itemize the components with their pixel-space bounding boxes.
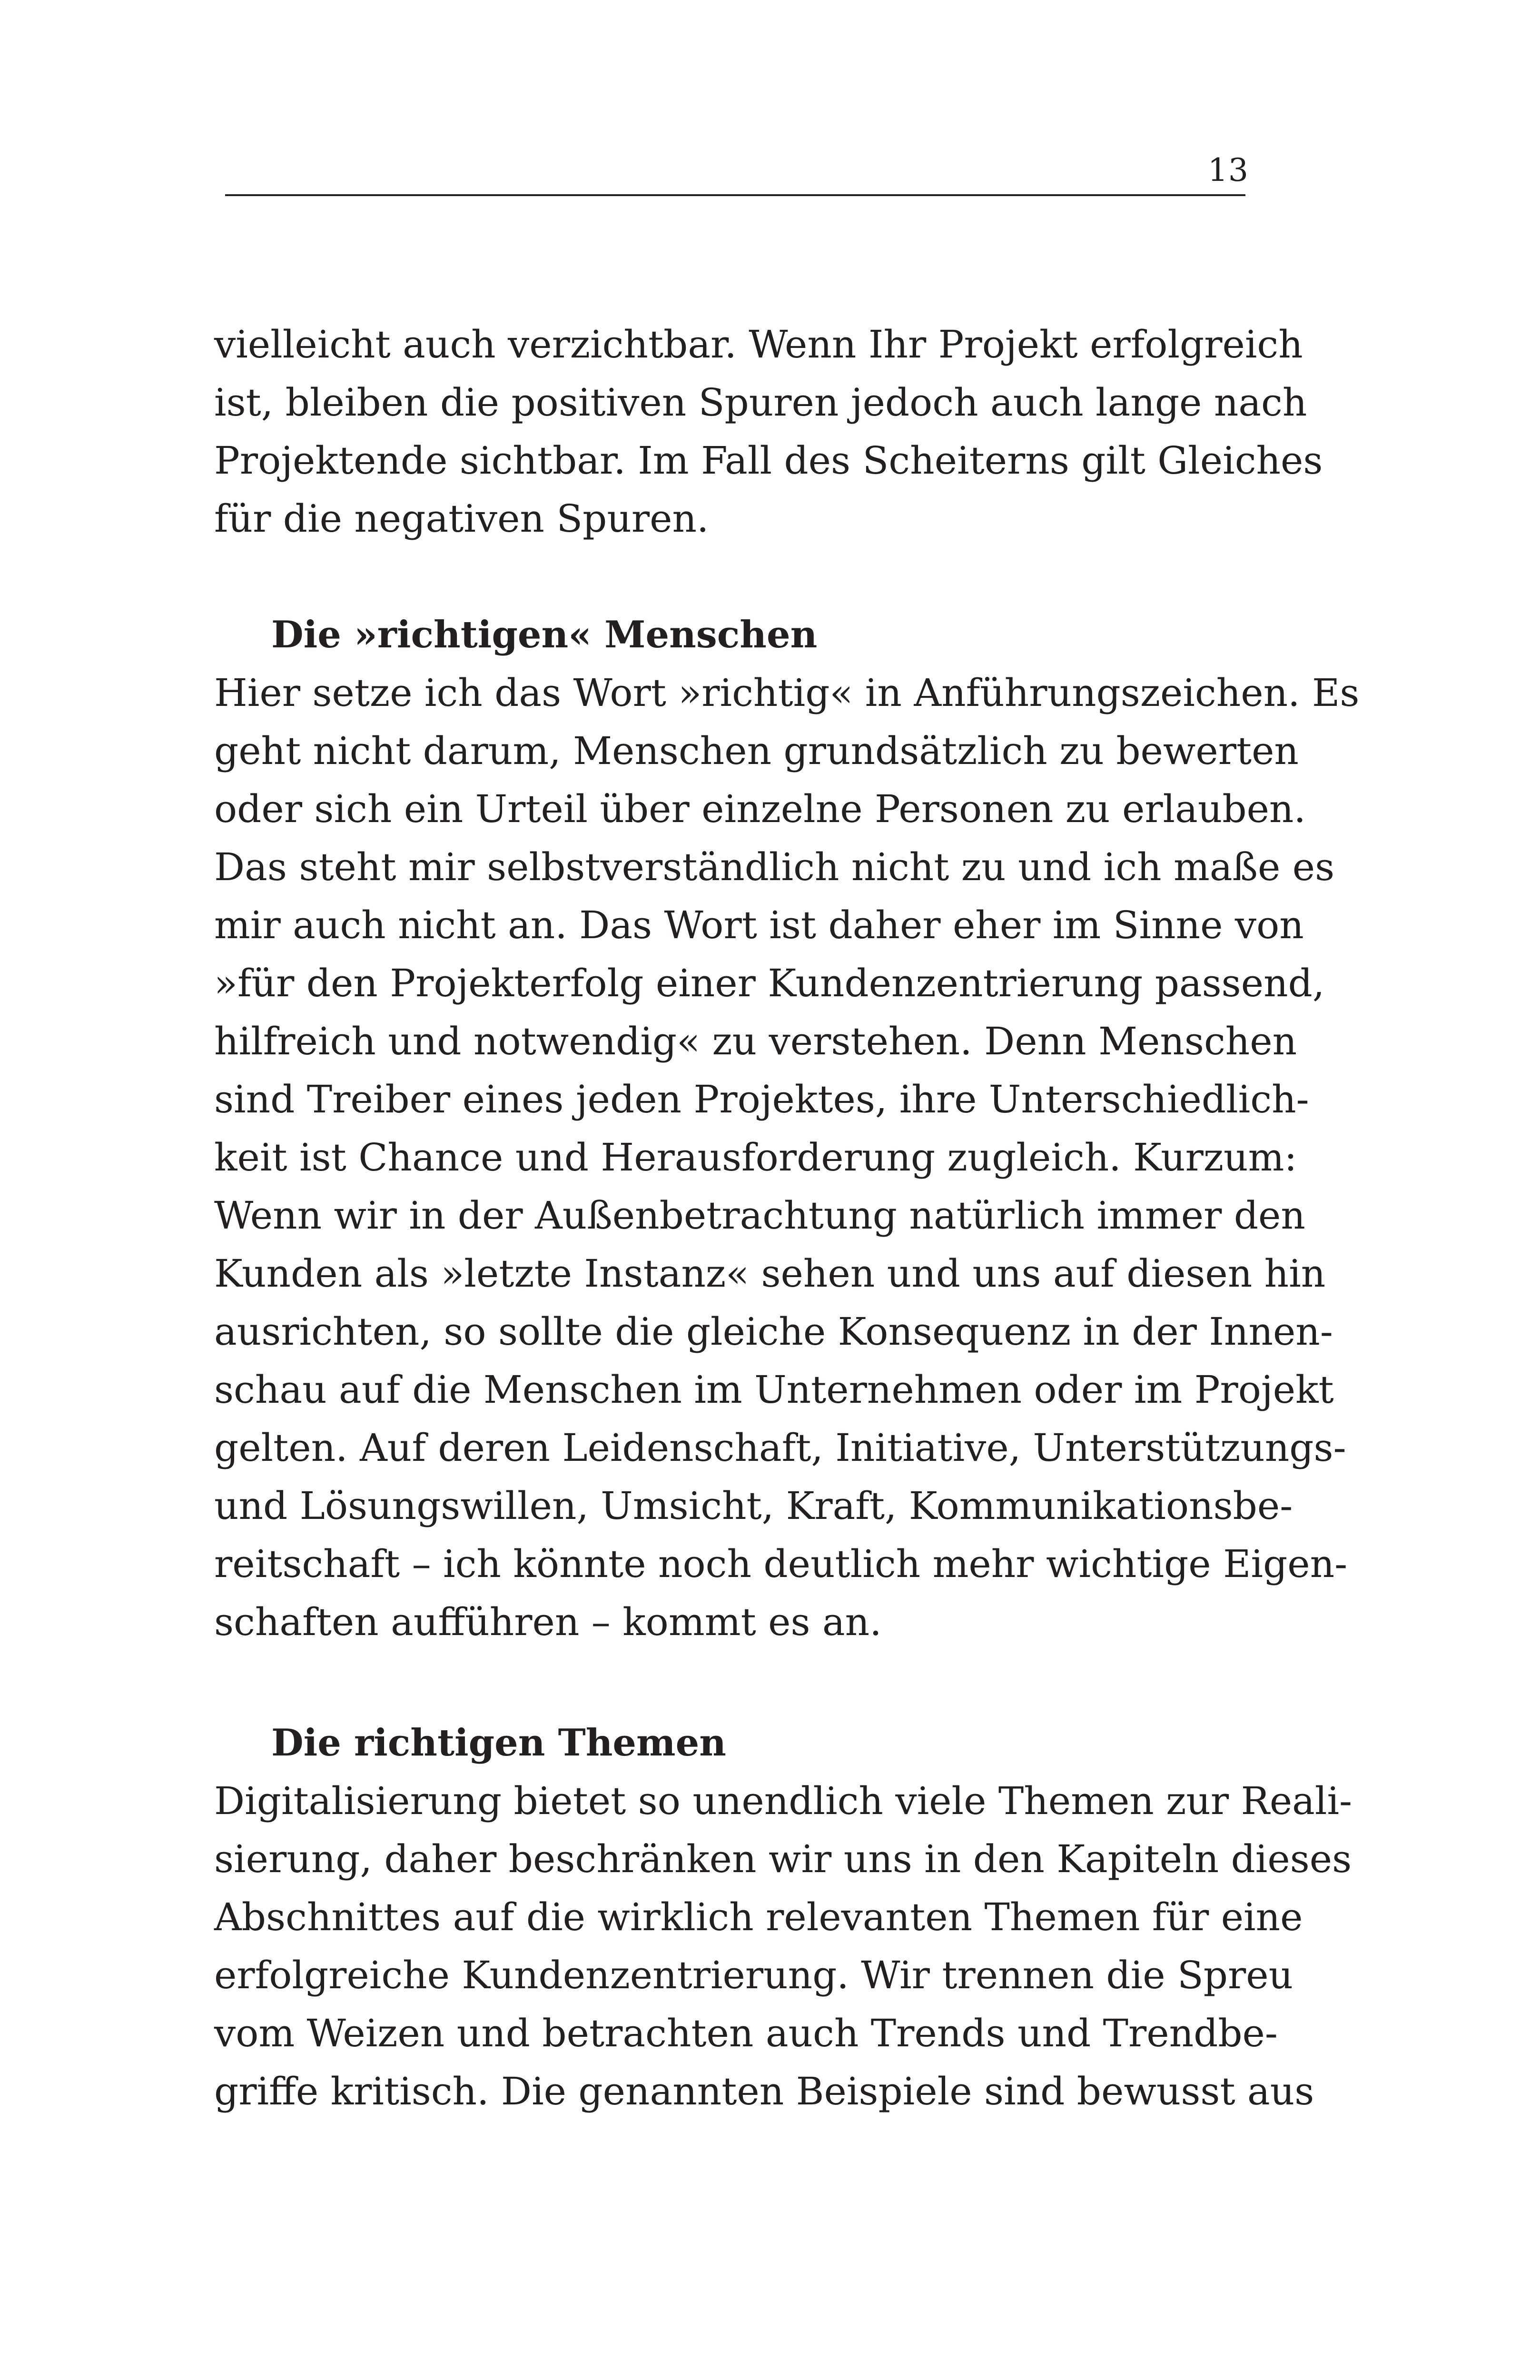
text-line: Hier setze ich das Wort »richtig« in Anführungszeichen. Es xyxy=(214,671,1360,715)
page-number: 13 xyxy=(1208,152,1249,188)
text-line: »für den Projekterfolg einer Kundenzentrierung passend, xyxy=(214,961,1325,1005)
section-richtige-menschen xyxy=(214,606,1360,1651)
text-line: sierung, daher beschränken wir uns in den Kapiteln dieses xyxy=(214,1837,1352,1881)
text-line: keit ist Chance und Herausforderung zugleich. Kurzum: xyxy=(214,1135,1297,1180)
text-line: ist, bleiben die positiven Spuren jedoch auch lange nach xyxy=(214,380,1307,425)
header-rule xyxy=(225,194,1245,196)
text-line: hilfreich und notwendig« zu verstehen. Denn Menschen xyxy=(214,1019,1297,1063)
text-line: Projektende sichtbar. Im Fall des Scheiterns gilt Gleiches xyxy=(214,438,1323,483)
section-heading: Die »richtigen« Menschen xyxy=(271,613,818,656)
section-heading: Die richtigen Themen xyxy=(271,1721,726,1765)
text-line: reitschaft – ich könnte noch deutlich mehr wichtige Eigen- xyxy=(214,1542,1348,1586)
text-line: vielleicht auch verzichtbar. Wenn Ihr Projekt erfolgreich xyxy=(214,322,1303,367)
paragraph-intro xyxy=(214,316,1323,548)
text-line: Digitalisierung bietet so unendlich viele Themen zur Reali- xyxy=(214,1779,1352,1823)
text-line: erfolgreiche Kundenzentrierung. Wir trennen die Spreu xyxy=(214,1953,1293,1997)
text-line: vom Weizen und betrachten auch Trends und Trendbe- xyxy=(214,2011,1278,2055)
text-line: sind Treiber eines jeden Projektes, ihre Unterschiedlich- xyxy=(214,1077,1309,1121)
text-line: Kunden als »letzte Instanz« sehen und uns auf diesen hin xyxy=(214,1251,1326,1296)
text-line: schaften aufführen – kommt es an. xyxy=(214,1600,882,1644)
text-line: gelten. Auf deren Leidenschaft, Initiative, Unterstützungs- xyxy=(214,1426,1346,1470)
text-line: geht nicht darum, Menschen grundsätzlich zu bewerten xyxy=(214,729,1299,773)
text-line: und Lösungswillen, Umsicht, Kraft, Kommunikationsbe- xyxy=(214,1484,1293,1528)
text-line: schau auf die Menschen im Unternehmen oder im Projekt xyxy=(214,1368,1334,1412)
text-line: oder sich ein Urteil über einzelne Personen zu erlauben. xyxy=(214,787,1306,831)
text-line: für die negativen Spuren. xyxy=(214,496,709,541)
text-line: Das steht mir selbstverständlich nicht zu und ich maße es xyxy=(214,845,1335,889)
section-richtige-themen xyxy=(214,1714,1352,2121)
text-line: griffe kritisch. Die genannten Beispiele sind bewusst aus xyxy=(214,2069,1314,2113)
text-line: ausrichten, so sollte die gleiche Konsequenz in der Innen- xyxy=(214,1309,1333,1354)
text-line: mir auch nicht an. Das Wort ist daher eher im Sinne von xyxy=(214,903,1304,947)
text-line: Wenn wir in der Außenbetrachtung natürlich immer den xyxy=(214,1193,1305,1238)
text-line: Abschnittes auf die wirklich relevanten Themen für eine xyxy=(214,1895,1303,1939)
